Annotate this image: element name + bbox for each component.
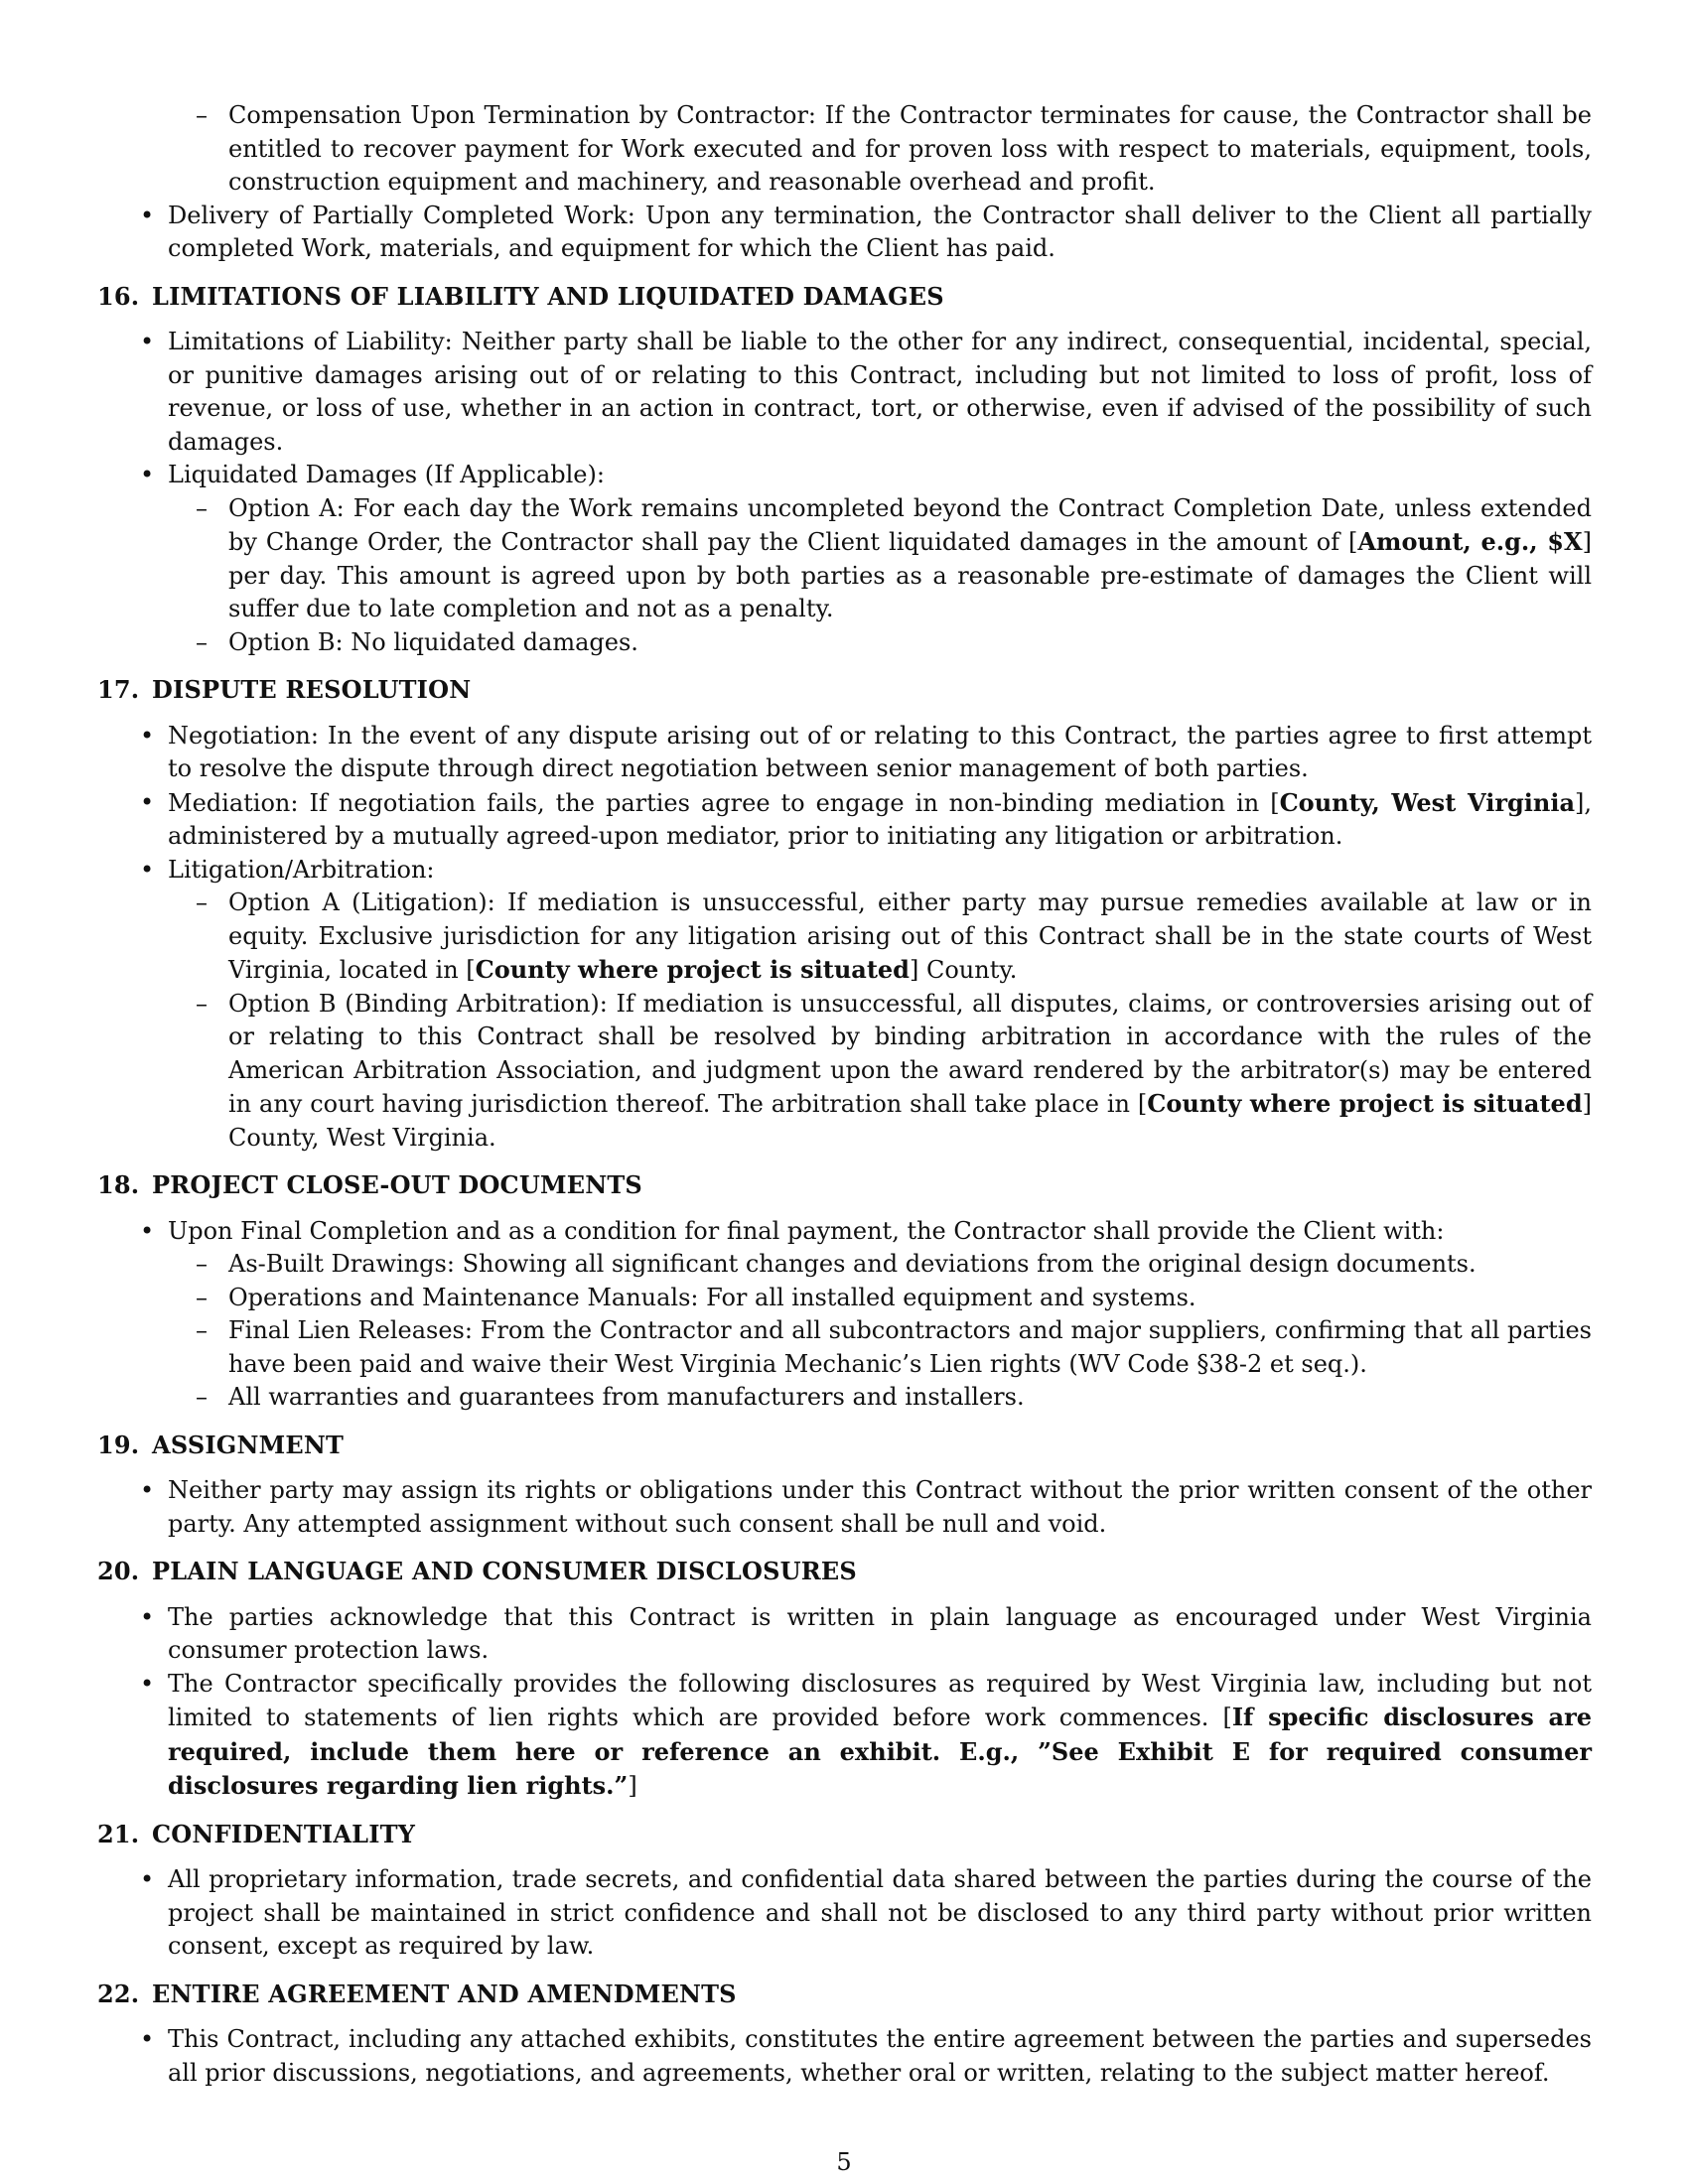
list-item-disclosures xyxy=(140,1668,1593,1804)
section-15-continuation xyxy=(97,99,1592,266)
placeholder-disclosures: If specific disclosures are required, include them here or reference an exhibit. E.g., ”See Exhibit E for required consumer disclosures regarding lien rights.” xyxy=(168,1703,1593,1800)
dash-marker: – xyxy=(196,493,208,522)
placeholder-amount: Amount, e.g., $X xyxy=(1357,527,1583,556)
sub-item-text-cont: ] per day. This amount is agreed upon by both parties as a reasonable pre-estimate of damages the Client will suffer due to late completion and not as a penalty. xyxy=(228,528,1592,622)
sub-item-option-b xyxy=(196,626,1592,660)
section-19 xyxy=(97,1429,1592,1542)
section-heading xyxy=(97,673,1592,707)
bullet-list xyxy=(97,326,1592,659)
section-22 xyxy=(97,1978,1592,2091)
sub-item-text: Option B (Binding Arbitration): If mediation is unsuccessful, all disputes, claims, or controversies arising out of or relating to this Contract shall be resolved by binding arbitration in accordance with the rules of the American Arbitration Association, and judgment upon the award rendered by the arbitrator(s) may be entered in any court having jurisdiction thereof. The arbitration shall take place in [ xyxy=(228,989,1592,1118)
sub-item-text: All warranties and guarantees from manufacturers and installers. xyxy=(228,1383,1025,1411)
list-item-text: Limitations of Liability: Neither party shall be liable to the other for any indirect, consequential, incidental, special, or punitive damages arising out of or relating to this Contract, including but not limited to loss of profit, loss of revenue, or loss of use, whether in an action in contract, tort, or otherwise, even if advised of the possibility of such damages. xyxy=(168,328,1592,456)
section-21 xyxy=(97,1818,1592,1964)
sub-item-text: Option A (Litigation): If mediation is unsuccessful, either party may pursue remedies available at law or in equity. Exclusive jurisdiction for any litigation arising out of this Contract shall be in the state courts of West Virginia, located in [ xyxy=(228,888,1592,984)
section-title: CONFIDENTIALITY xyxy=(152,1819,416,1848)
section-heading xyxy=(97,1429,1592,1462)
bullet-marker: • xyxy=(140,461,155,488)
section-number: 17. xyxy=(97,675,140,704)
list-item-text: Upon Final Completion and as a condition for final payment, the Contractor shall provide the Client with: xyxy=(168,1216,1445,1245)
list-item-mediation xyxy=(140,786,1592,854)
dash-marker: – xyxy=(196,1250,208,1278)
section-title: PLAIN LANGUAGE AND CONSUMER DISCLOSURES xyxy=(152,1557,857,1585)
list-item-assignment xyxy=(140,1474,1592,1541)
page-number: 5 xyxy=(836,2148,852,2176)
section-heading xyxy=(97,1555,1592,1588)
list-item-text: Negotiation: In the event of any dispute arising out of or relating to this Contract, the parties agree to first attempt to resolve the dispute through direct negotiation between senior management of both parties. xyxy=(168,721,1592,782)
section-heading xyxy=(97,280,1592,314)
sub-item-compensation xyxy=(196,99,1592,200)
bullet-marker: • xyxy=(140,787,155,816)
dash-marker: – xyxy=(196,1283,208,1311)
sub-item-text-cont: ] County, West Virginia. xyxy=(228,1090,1592,1152)
bullet-list xyxy=(97,1863,1592,1964)
dash-marker: – xyxy=(196,101,208,129)
sub-item-text: Operations and Maintenance Manuals: For all installed equipment and systems. xyxy=(228,1283,1196,1311)
document-page xyxy=(97,99,1592,2090)
list-item-negotiation xyxy=(140,720,1592,786)
section-number: 19. xyxy=(97,1430,140,1459)
sub-item xyxy=(196,1381,1592,1415)
list-item-text: All proprietary information, trade secrets, and confidential data shared between the parties during the course of the project shall be maintained in strict confidence and shall not be disclosed to any third party without prior written consent, except as required by law. xyxy=(168,1865,1592,1960)
sub-list xyxy=(168,1248,1592,1415)
list-item-text-cont: ], administered by a mutually agreed-upon mediator, prior to initiating any litigation or arbitration. xyxy=(168,788,1592,850)
sub-item-text: Compensation Upon Termination by Contractor: If the Contractor terminates for cause, the Contractor shall be entitled to recover payment for Work executed and for proven loss with respect to materials, equipment, tools, construction equipment and machinery, and reasonable overhead and profit. xyxy=(228,101,1592,196)
list-item-text: The Contractor specifically provides the following disclosures as required by West Virginia law, including but not limited to statements of lien rights which are provided before work commences. [ xyxy=(168,1669,1592,1731)
dash-marker: – xyxy=(196,1316,208,1344)
list-item-limitations xyxy=(140,326,1592,459)
list-item-closeout xyxy=(140,1215,1592,1415)
list-item-confidentiality xyxy=(140,1863,1592,1964)
list-item-text: Neither party may assign its rights or obligations under this Contract without the prior written consent of the other party. Any attempted assignment without such consent shall be null and void. xyxy=(168,1476,1592,1538)
sub-list xyxy=(168,887,1592,1155)
dash-marker: – xyxy=(196,888,208,916)
section-20 xyxy=(97,1555,1592,1804)
section-number: 22. xyxy=(97,1979,140,2008)
sub-item-text: As-Built Drawings: Showing all significant changes and deviations from the original design documents. xyxy=(228,1250,1477,1278)
sub-item-text-cont: ] County. xyxy=(909,956,1018,984)
section-17 xyxy=(97,673,1592,1155)
list-item-text: The parties acknowledge that this Contract is written in plain language as encouraged under West Virginia consumer protection laws. xyxy=(168,1602,1592,1664)
dash-marker: – xyxy=(196,989,208,1018)
bullet-marker: • xyxy=(140,201,155,229)
sub-item xyxy=(196,1314,1592,1381)
bullet-list xyxy=(97,1474,1592,1541)
section-number: 16. xyxy=(97,281,140,311)
list-item-text-cont: ] xyxy=(628,1772,637,1800)
placeholder-county: County where project is situated xyxy=(475,955,910,984)
section-number: 18. xyxy=(97,1170,140,1199)
bullet-marker: • xyxy=(140,1216,155,1245)
bullet-list xyxy=(97,99,1592,266)
list-item-litigation xyxy=(140,854,1592,1156)
bullet-marker: • xyxy=(140,2025,155,2053)
list-item-liquidated-damages xyxy=(140,459,1592,659)
section-title: ENTIRE AGREEMENT AND AMENDMENTS xyxy=(152,1979,737,2008)
section-heading xyxy=(97,1978,1592,2011)
bullet-marker: • xyxy=(140,328,155,355)
sub-item-text: Option B: No liquidated damages. xyxy=(228,627,638,656)
list-item-entire-agreement xyxy=(140,2023,1592,2090)
list-item-text: Delivery of Partially Completed Work: Upon any termination, the Contractor shall deliver to the Client all partially completed Work, materials, and equipment for which the Client has paid. xyxy=(168,201,1592,262)
list-item-text: Mediation: If negotiation fails, the parties agree to engage in non-binding mediation in [ xyxy=(168,788,1280,817)
bullet-list xyxy=(97,2023,1592,2090)
sub-list xyxy=(168,492,1592,660)
list-item-plain-language xyxy=(140,1601,1592,1668)
list-item-delivery xyxy=(140,200,1592,266)
bullet-marker: • xyxy=(140,1669,155,1698)
placeholder-county: County, West Virginia xyxy=(1279,787,1575,817)
list-item-text: This Contract, including any attached exhibits, constitutes the entire agreement between the parties and supersedes all prior discussions, negotiations, and agreements, whether oral or written, relating to the subject matter hereof. xyxy=(168,2025,1592,2087)
sub-item-text: Final Lien Releases: From the Contractor and all subcontractors and major suppliers, confirming that all parties have been paid and waive their West Virginia Mechanic’s Lien rights (WV Code §38-2 et seq.). xyxy=(228,1316,1592,1378)
bullet-marker: • xyxy=(140,1865,155,1893)
sub-item xyxy=(196,1248,1592,1282)
section-title: LIMITATIONS OF LIABILITY AND LIQUIDATED DAMAGES xyxy=(152,281,944,311)
bullet-marker: • xyxy=(140,721,155,750)
sub-list xyxy=(168,99,1592,200)
section-title: DISPUTE RESOLUTION xyxy=(152,675,472,704)
sub-item-text: Option A: For each day the Work remains uncompleted beyond the Contract Completion Date, unless extended by Change Order, the Contractor shall pay the Client liquidated damages in the amount of [ xyxy=(228,493,1592,556)
bullet-list xyxy=(97,720,1592,1156)
bullet-list xyxy=(97,1215,1592,1415)
bullet-marker: • xyxy=(140,855,155,884)
bullet-marker: • xyxy=(140,1602,155,1631)
placeholder-county: County where project is situated xyxy=(1147,1089,1583,1118)
section-title: ASSIGNMENT xyxy=(152,1430,345,1459)
sub-item-option-a xyxy=(196,887,1592,988)
dash-marker: – xyxy=(196,627,208,656)
list-item xyxy=(168,99,1592,200)
section-18 xyxy=(97,1168,1592,1415)
section-title: PROJECT CLOSE-OUT DOCUMENTS xyxy=(152,1170,642,1199)
section-number: 21. xyxy=(97,1819,140,1848)
list-item-text: Litigation/Arbitration: xyxy=(168,855,435,884)
section-heading xyxy=(97,1168,1592,1202)
sub-item-option-b xyxy=(196,988,1592,1156)
bullet-list xyxy=(97,1601,1592,1804)
bullet-marker: • xyxy=(140,1476,155,1504)
sub-item-option-a xyxy=(196,492,1592,626)
section-number: 20. xyxy=(97,1557,140,1585)
sub-item xyxy=(196,1282,1592,1315)
list-item-text: Liquidated Damages (If Applicable): xyxy=(168,461,605,488)
dash-marker: – xyxy=(196,1383,208,1411)
section-heading xyxy=(97,1818,1592,1851)
section-16 xyxy=(97,280,1592,660)
